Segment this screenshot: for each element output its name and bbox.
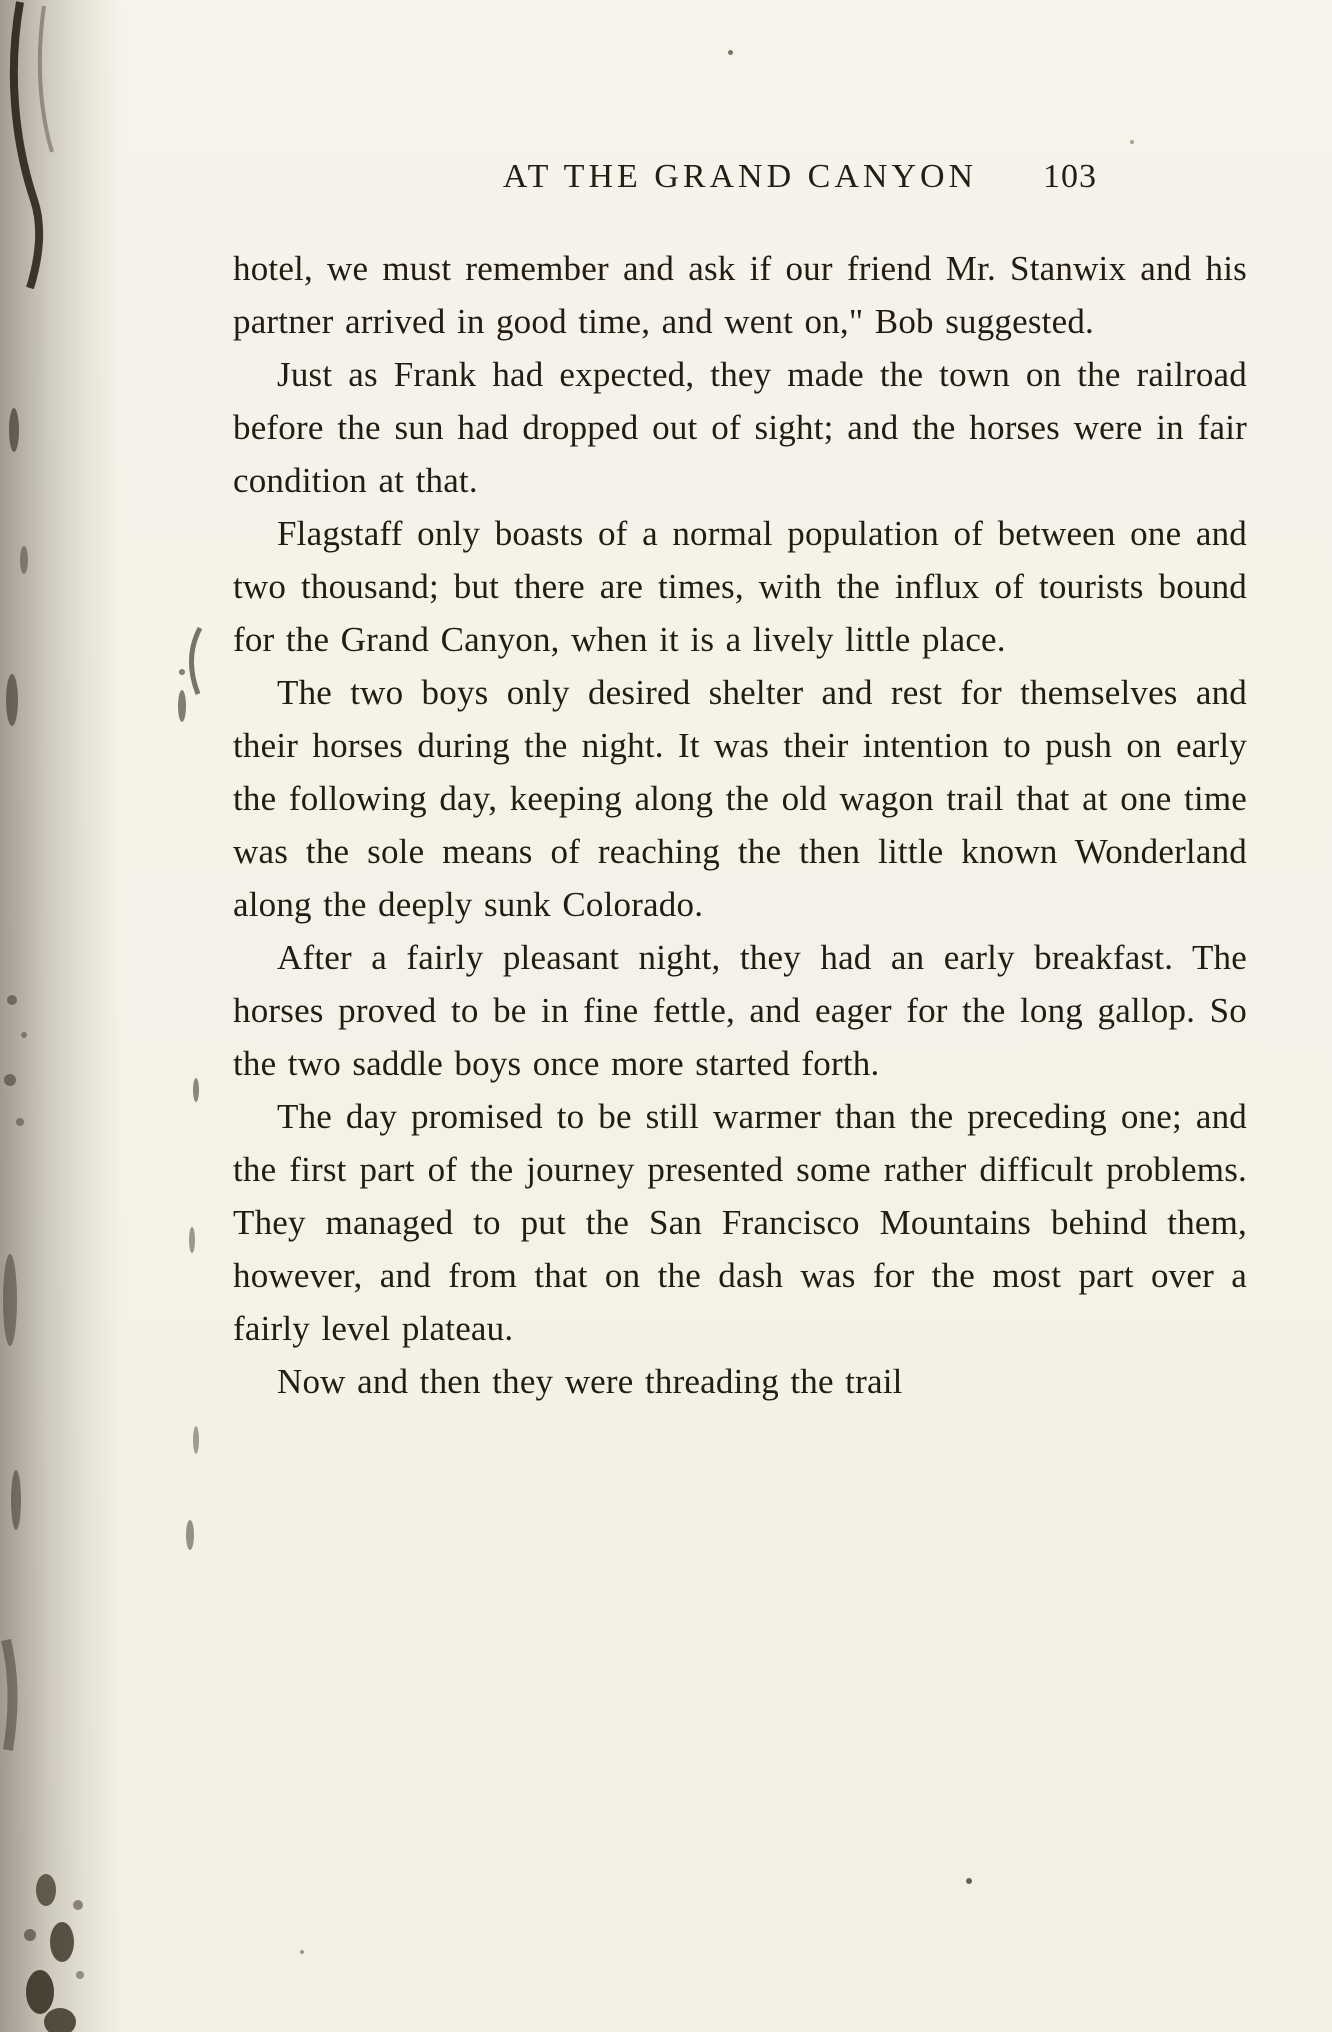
paragraph: The two boys only desired shelter and rest for themselves and their horses during the night. It was their intention to push on early the following day, keeping along the old wagon trail that at one time was the sole means of reaching the then little known Wonderland along the deeply sunk Colorado. (233, 673, 1247, 924)
paragraph: Now and then they were threading the trail (277, 1362, 903, 1401)
paragraph: Flagstaff only boasts of a normal population of between one and two thousand; but there are times, with the influx of tourists bound for the Grand Canyon, when it is a lively little place. (233, 514, 1247, 659)
body-text (233, 242, 1247, 1408)
paragraph: After a fairly pleasant night, they had an early breakfast. The horses proved to be in fine fettle, and eager for the long gallop. So the two saddle boys once more started forth. (233, 938, 1247, 1083)
scan-speck (300, 1950, 304, 1954)
paragraph: The day promised to be still warmer than the preceding one; and the first part of the journey presented some rather difficult problems. They managed to put the San Francisco Mountains behind them, however, and from that on the dash was for the most part over a fairly level plateau. (233, 1097, 1247, 1348)
page-binding-shadow (0, 0, 220, 2032)
paragraph: Just as Frank had expected, they made the town on the railroad before the sun had dropped out of sight; and the horses were in fair condition at that. (233, 355, 1247, 500)
chapter-title: AT THE GRAND CANYON (502, 158, 978, 195)
paragraph: hotel, we must remember and ask if our friend Mr. Stanwix and his partner arrived in good time, and went on," Bob suggested. (233, 249, 1247, 341)
binding-marks-svg (0, 0, 220, 2032)
scan-speck (728, 50, 733, 55)
page-number: 103 (1043, 158, 1097, 195)
book-page (233, 158, 1247, 1408)
scan-speck (1130, 140, 1134, 144)
running-header (233, 158, 1247, 212)
scan-speck (966, 1878, 972, 1884)
